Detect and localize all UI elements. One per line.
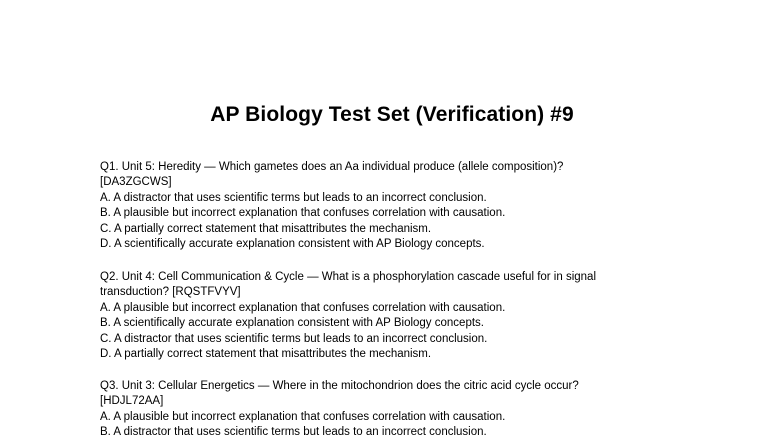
question-3-id: [HDJL72AA] (100, 395, 164, 408)
question-1-option-c: C. A partially correct statement that misattributes the mechanism. (100, 222, 432, 235)
question-2-option-b: B. A scientifically accurate explanation consistent with AP Biology concepts. (100, 317, 484, 330)
question-2 (100, 270, 690, 362)
question-1 (100, 160, 690, 252)
question-3-option-b: B. A distractor that uses scientific terms but leads to an incorrect conclusion. (100, 426, 487, 439)
question-1-option-a: A. A distractor that uses scientific terms but leads to an incorrect conclusion. (100, 191, 487, 204)
question-3-option-a: A. A plausible but incorrect explanation that confuses correlation with causation. (100, 410, 506, 423)
question-1-option-d: D. A scientifically accurate explanation consistent with AP Biology concepts. (100, 238, 485, 251)
question-1-id: [DA3ZGCWS] (100, 176, 172, 189)
question-2-option-c: C. A distractor that uses scientific terms but leads to an incorrect conclusion. (100, 332, 488, 345)
question-2-id: transduction? [RQSTFVYV] (100, 286, 241, 299)
question-2-stem: Q2. Unit 4: Cell Communication & Cycle — What is a phosphorylation cascade useful for in signal (100, 271, 597, 283)
question-1-option-b: B. A plausible but incorrect explanation that confuses correlation with causation. (100, 207, 506, 220)
question-1-stem: Q1. Unit 5: Heredity — Which gametes does an Aa individual produce (allele composition)? (100, 161, 564, 173)
document-title: AP Biology Test Set (Verification) #9 (210, 103, 574, 126)
question-3 (100, 379, 690, 441)
question-2-option-a: A. A plausible but incorrect explanation that confuses correlation with causation. (100, 301, 506, 314)
question-2-option-d: D. A partially correct statement that misattributes the mechanism. (100, 348, 432, 361)
question-3-stem: Q3. Unit 3: Cellular Energetics — Where in the mitochondrion does the citric acid cycle occur? (100, 380, 579, 392)
